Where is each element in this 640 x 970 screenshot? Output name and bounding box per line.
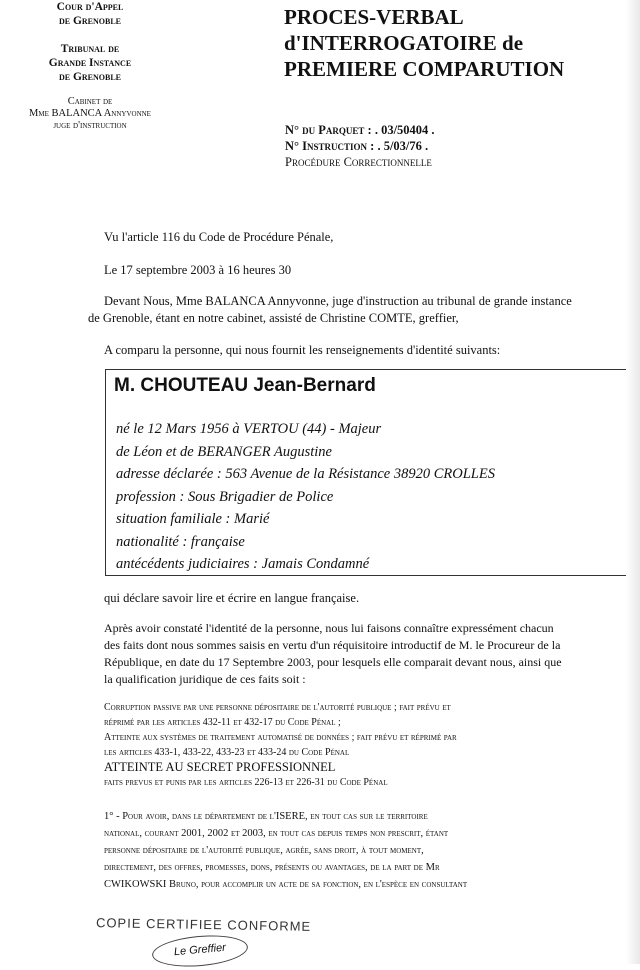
parents-line: de Léon et de BERANGER Augustine	[116, 443, 332, 460]
intro-line: République, en date du 17 Septembre 2003, pour lesquels elle comparait devant nous, ainsi que	[104, 655, 562, 669]
document-title	[284, 4, 564, 82]
person-name: M. CHOUTEAU Jean-Bernard	[114, 375, 376, 396]
court-of-appeal	[0, 0, 180, 28]
before-us-line-2: de Grenoble, étant en notre cabinet, assisté de Christine COMTE, greffier,	[88, 311, 459, 325]
identity-details	[116, 418, 495, 576]
fact-line: personne dépositaire de l'autorité publique, agrée, sans droit, à tout moment,	[104, 845, 424, 856]
title-line: PROCES-VERBAL	[284, 5, 464, 29]
tribunal-line: de Grenoble	[58, 71, 122, 83]
fact-line: 1° - Pour avoir, dans le département de l'ISERE, en tout cas sur le territoire	[104, 811, 428, 822]
court-line: Cour d'Appel	[56, 1, 124, 13]
parquet-number: N° du Parquet : . 03/50404 .	[285, 123, 435, 137]
cabinet-line: juge d'instruction	[53, 120, 127, 131]
cabinet	[0, 96, 180, 132]
nationality-line: nationalité : française	[116, 533, 245, 550]
birth-line: né le 12 Mars 1956 à VERTOU (44) - Majeur	[116, 421, 382, 437]
tribunal	[0, 42, 180, 84]
charge-line: ATTEINTE AU SECRET PROFESSIONNEL	[104, 760, 336, 774]
title-line: PREMIERE COMPARUTION	[284, 57, 565, 81]
charge-line: les articles 433-1, 433-22, 433-23 et 433-24 du Code Pénal	[104, 747, 350, 758]
charges-list	[104, 700, 630, 790]
charge-line: Corruption passive par une personne dépositaire de l'autorité publique ; fait prévu et	[104, 702, 451, 713]
fact-line: CWIKOWSKI Bruno, pour accomplir un acte de sa fonction, en l'espèce en consultant	[104, 879, 468, 890]
intro-line: la qualification juridique de ces faits soit :	[104, 672, 306, 686]
court-header	[0, 0, 180, 140]
intro-line: des faits dont nous sommes saisis en vertu d'un réquisitoire introductif de M. le Procureur de la	[104, 638, 561, 652]
procedure-type: Procédure Correctionnelle	[285, 155, 432, 169]
fact-line: directement, des offres, promesses, dons, présents ou avantages, de la part de Mr	[104, 862, 440, 873]
date-line: Le 17 septembre 2003 à 16 heures 30	[104, 263, 292, 277]
charges-intro	[104, 620, 630, 688]
fact-line: national, courant 2001, 2002 et 2003, en tout cas depuis temps non prescrit, étant	[104, 828, 449, 839]
certified-copy-stamp: COPIE CERTIFIEE CONFORME	[95, 915, 312, 934]
charge-line: Atteinte aux systèmes de traitement automatisé de données ; fait prévu et réprimé par	[104, 732, 457, 743]
case-references	[285, 122, 435, 170]
family-status-line: situation familiale : Marié	[116, 511, 270, 527]
scan-edge-shadow	[626, 0, 640, 964]
before-us-line-1: Devant Nous, Mme BALANCA Annyvonne, juge d'instruction au tribunal de grande instance	[104, 294, 572, 308]
profession-line: profession : Sous Brigadier de Police	[116, 488, 334, 505]
tribunal-line: Tribunal de	[60, 43, 120, 55]
criminal-record-line: antécédents judiciaires : Jamais Condamné	[116, 556, 370, 572]
cabinet-line: Mme BALANCA Annyvonne	[29, 108, 151, 119]
charge-line: faits prevus et punis par les articles 226-13 et 226-31 du Code Pénal	[104, 777, 388, 788]
address-line: adresse déclarée : 563 Avenue de la Résistance 38920 CROLLES	[116, 466, 495, 482]
greffier-stamp: Le Greffier	[151, 932, 249, 970]
cabinet-line: Cabinet de	[67, 96, 113, 107]
appeared-line: A comparu la personne, qui nous fournit les renseignements d'identité suivants:	[104, 343, 501, 357]
literacy-line: qui déclare savoir lire et écrire en langue française.	[104, 591, 360, 605]
charge-line: réprimé par les articles 432-11 et 432-17 du Code Pénal ;	[104, 717, 341, 728]
title-line: d'INTERROGATOIRE de	[284, 31, 524, 55]
intro-line: Après avoir constaté l'identité de la personne, nous lui faisons connaître expressément chacun	[104, 621, 554, 635]
tribunal-line: Grande Instance	[48, 57, 132, 69]
instruction-number: N° Instruction : . 5/03/76 .	[285, 139, 429, 153]
legal-basis: Vu l'article 116 du Code de Procédure Pénale,	[104, 230, 334, 244]
facts-paragraph	[104, 808, 630, 893]
court-line: de Grenoble	[58, 15, 122, 27]
